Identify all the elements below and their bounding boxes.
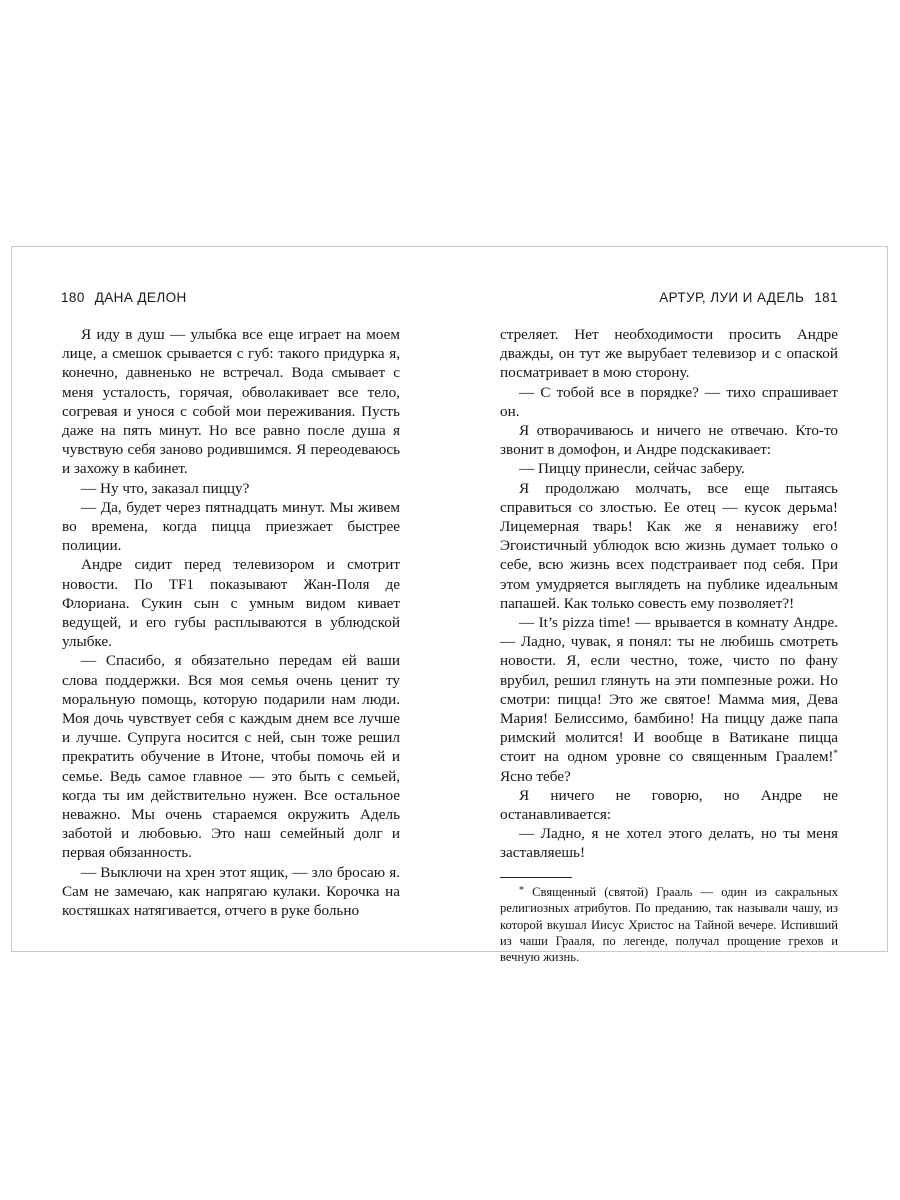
continued-paragraph: стреляет. Нет необходимости просить Андре дважды, он тут же вырубает телевизор и с опаской посматривает в мою сторону.	[500, 326, 838, 382]
paragraph-tail: Ясно тебе?	[500, 767, 571, 785]
footnote-marker: *	[519, 884, 524, 896]
footnote-text: Священный (святой) Грааль — один из сакральных религиозных атрибутов. По преданию, так называли чашу, из которой вкушал Иисус Христос на Тайной вечере. Испивший из чаши Грааля, по легенде, получал прощение грехов и вечную жизнь.	[500, 884, 838, 965]
paragraph: — С тобой все в порядке? — тихо спрашивает он.	[500, 383, 838, 420]
paragraph: Я отворачиваюсь и ничего не отвечаю. Кто-то звонит в домофон, и Андре подскакивает:	[500, 422, 838, 459]
paragraph: — Спасибо, я обязательно передам ей ваши слова поддержки. Вся моя семья очень ценит ту моральную помощь, которую подарили нам люди. Моя дочь чувствует себя с каждым днем все лучше и лучше. Супруга носится с ней, сын тоже решил прекратить обучение в Итоне, чтобы помочь ей и семье. Ведь самое главное — это быть с семьей, когда ты им действительно нужен. Все остальное неважно. Мы очень стараемся окружить Адель заботой и любовью. Это наш семейный долг и первая обязанность.	[62, 652, 400, 862]
right-page-number: 181	[814, 290, 838, 305]
paragraph: Андре сидит перед телевизором и смотрит новости. По TF1 показывают Жан-Поля де Флориана. Сукин сын с умным видом кивает ведущей, и его губы расплываются в ублюдской улыбке.	[62, 556, 400, 651]
right-running-head	[659, 290, 838, 305]
paragraph: Я продолжаю молчать, все еще пытаясь справиться со злостью. Ее отец — кусок дерьма! Лицемерная тварь! Как же я ненавижу его! Эгоистичный ублюдок всю жизнь думает только о себе, всю жизнь всех подстраивает под себя. При этом умудряется выглядеть на публике идеальным папашей. Как только совесть ему позволяет?!	[500, 479, 838, 612]
left-page-number: 180	[61, 290, 85, 305]
left-page-text	[62, 325, 400, 920]
paragraph: — Ладно, я не хотел этого делать, но ты меня заставляешь!	[500, 825, 838, 862]
paragraph: — Ну что, заказал пиццу?	[81, 479, 250, 497]
footnote	[500, 884, 838, 966]
paragraph: Я иду в душ — улыбка все еще играет на моем лице, а смешок срывается с губ: такого придурка я, конечно, давненько не встречал. Вода смывает с меня усталость, горячая, обволакивает все тело, согревая и унося с собой мои переживания. Пусть даже на пять минут. Но все равно после душа я чувствую себя заново родившимся. Я переодеваюсь и захожу в кабинет.	[62, 326, 400, 478]
footnote-divider	[500, 877, 572, 878]
paragraph-text: — It’s pizza time! — врывается в комнату Андре. — Ладно, чувак, я понял: ты не любишь смотреть новости. Я, если честно, тоже, чисто по фану врубил, решил глянуть на эти помпезные рожи. Но смотри: пицца! Это же святое! Мамма мия, Дева Мария! Белиссимо, бамбино! На пиццу даже папа римский молится! И вообще в Ватикане пицца стоит на одном уровне со священным Граалем!	[500, 614, 838, 766]
paragraph-with-footnote	[500, 613, 838, 786]
left-author-name: ДАНА ДЕЛОН	[94, 290, 187, 305]
left-running-head	[61, 290, 187, 305]
paragraph: — Пиццу принесли, сейчас заберу.	[519, 460, 745, 478]
right-book-title: АРТУР, ЛУИ И АДЕЛЬ	[659, 290, 805, 305]
paragraph: — Выключи на хрен этот ящик, — зло бросаю я. Сам не замечаю, как напрягаю кулаки. Корочка на костяшках натягивается, отчего в руке больно	[62, 863, 400, 920]
paragraph: Я ничего не говорю, но Андре не останавливается:	[500, 786, 838, 824]
right-page-text	[500, 325, 838, 966]
paragraph: — Да, будет через пятнадцать минут. Мы живем во времена, когда пицца приезжает быстрее полиции.	[62, 498, 400, 555]
footnote-reference: *	[833, 748, 838, 759]
